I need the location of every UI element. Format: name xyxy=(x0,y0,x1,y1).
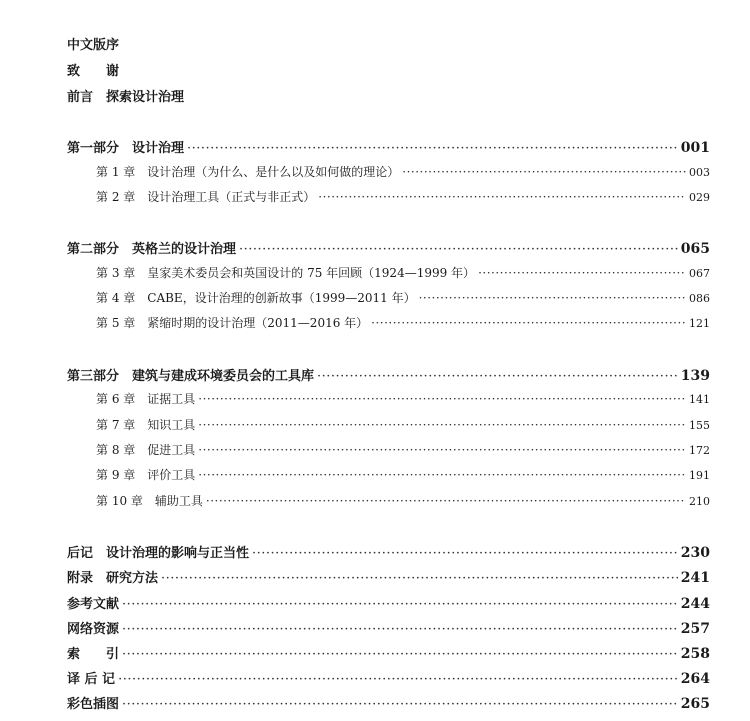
toc-chapter-6[interactable] xyxy=(96,390,710,407)
part-title: 第三部分 建筑与建成环境委员会的工具库 xyxy=(67,369,315,384)
toc-entry-label: 致 谢 xyxy=(67,64,120,79)
page-number: 241 xyxy=(680,570,710,586)
dot-leader xyxy=(122,597,678,612)
toc-chapter-4[interactable] xyxy=(96,289,710,306)
dot-leader xyxy=(198,418,686,432)
chapter-title: 第 1 章 设计治理（为什么、是什么以及如何做的理论） xyxy=(96,165,400,179)
chapter-title: 第 5 章 紧缩时期的设计治理（2011—2016 年） xyxy=(96,316,369,330)
toc-web-resources[interactable] xyxy=(67,618,710,637)
chapter-title: 第 7 章 知识工具 xyxy=(96,418,196,432)
toc-entry-label: 前言 探索设计治理 xyxy=(67,90,185,105)
dot-leader xyxy=(206,494,686,508)
toc-chapter-2[interactable] xyxy=(96,188,710,205)
back-matter-title: 参考文献 xyxy=(67,597,120,612)
page-number: 139 xyxy=(680,368,710,384)
chapter-title: 第 3 章 皇家美术委员会和英国设计的 75 年回顾（1924—1999 年） xyxy=(96,266,476,280)
toc-chapter-3[interactable] xyxy=(96,264,710,281)
dot-leader xyxy=(402,165,686,179)
toc-preface-chinese-edition[interactable] xyxy=(67,34,119,53)
page-number: 258 xyxy=(680,646,710,662)
back-matter-title: 附录 研究方法 xyxy=(67,571,159,586)
page-number: 210 xyxy=(689,495,710,508)
toc-part-2[interactable] xyxy=(67,238,710,257)
dot-leader xyxy=(198,392,686,406)
page-number: 001 xyxy=(680,140,710,156)
page-number: 065 xyxy=(680,241,710,257)
back-matter-title: 后记 设计治理的影响与正当性 xyxy=(67,546,250,561)
dot-leader xyxy=(122,622,678,637)
toc-chapter-5[interactable] xyxy=(96,314,710,331)
toc-chapter-1[interactable] xyxy=(96,163,710,180)
chapter-title: 第 9 章 评价工具 xyxy=(96,468,196,482)
dot-leader xyxy=(118,672,678,687)
part-title: 第一部分 设计治理 xyxy=(67,141,185,156)
dot-leader xyxy=(371,316,686,330)
dot-leader xyxy=(478,266,686,280)
toc-color-plates[interactable] xyxy=(67,693,710,712)
page-number: 257 xyxy=(680,621,710,637)
toc-foreword[interactable] xyxy=(67,86,184,105)
toc-references[interactable] xyxy=(67,593,710,612)
dot-leader xyxy=(419,291,686,305)
page-number: 086 xyxy=(689,292,710,305)
dot-leader xyxy=(252,546,678,561)
page-number: 264 xyxy=(680,671,710,687)
chapter-title: 第 4 章 CABE，设计治理的创新故事（1999—2011 年） xyxy=(96,291,416,305)
page-number: 029 xyxy=(689,191,710,204)
page-number: 172 xyxy=(689,444,710,457)
toc-translator-postscript[interactable] xyxy=(67,668,710,687)
chapter-title: 第 10 章 辅助工具 xyxy=(96,494,203,508)
back-matter-title: 网络资源 xyxy=(67,622,120,637)
dot-leader xyxy=(198,443,686,457)
dot-leader xyxy=(122,647,678,662)
dot-leader xyxy=(239,242,678,257)
page-number: 244 xyxy=(680,596,710,612)
dot-leader xyxy=(318,190,686,204)
dot-leader xyxy=(122,697,678,712)
dot-leader xyxy=(317,369,678,384)
dot-leader xyxy=(161,571,678,586)
dot-leader xyxy=(187,141,678,156)
back-matter-title: 彩色插图 xyxy=(67,697,120,712)
toc-chapter-10[interactable] xyxy=(96,492,710,509)
chapter-title: 第 2 章 设计治理工具（正式与非正式） xyxy=(96,190,316,204)
chapter-title: 第 8 章 促进工具 xyxy=(96,443,196,457)
toc-part-1[interactable] xyxy=(67,137,710,156)
page-number: 003 xyxy=(689,166,710,179)
toc-afterword[interactable] xyxy=(67,542,710,561)
page-number: 121 xyxy=(689,317,710,330)
toc-entry-label: 中文版序 xyxy=(67,38,120,53)
toc-part-3[interactable] xyxy=(67,365,710,384)
toc-appendix[interactable] xyxy=(67,567,710,586)
toc-acknowledgements[interactable] xyxy=(67,60,119,79)
page-number: 191 xyxy=(689,469,710,482)
page-number: 141 xyxy=(689,393,710,406)
chapter-title: 第 6 章 证据工具 xyxy=(96,392,196,406)
page-number: 155 xyxy=(689,419,710,432)
toc-chapter-8[interactable] xyxy=(96,441,710,458)
part-title: 第二部分 英格兰的设计治理 xyxy=(67,242,237,257)
page-number: 230 xyxy=(680,545,710,561)
page-number: 067 xyxy=(689,267,710,280)
dot-leader xyxy=(198,468,686,482)
toc-index[interactable] xyxy=(67,643,710,662)
toc-chapter-9[interactable] xyxy=(96,466,710,483)
toc-chapter-7[interactable] xyxy=(96,416,710,433)
page-number: 265 xyxy=(680,696,710,712)
back-matter-title: 索 引 xyxy=(67,647,120,662)
back-matter-title: 译 后 记 xyxy=(67,672,116,687)
